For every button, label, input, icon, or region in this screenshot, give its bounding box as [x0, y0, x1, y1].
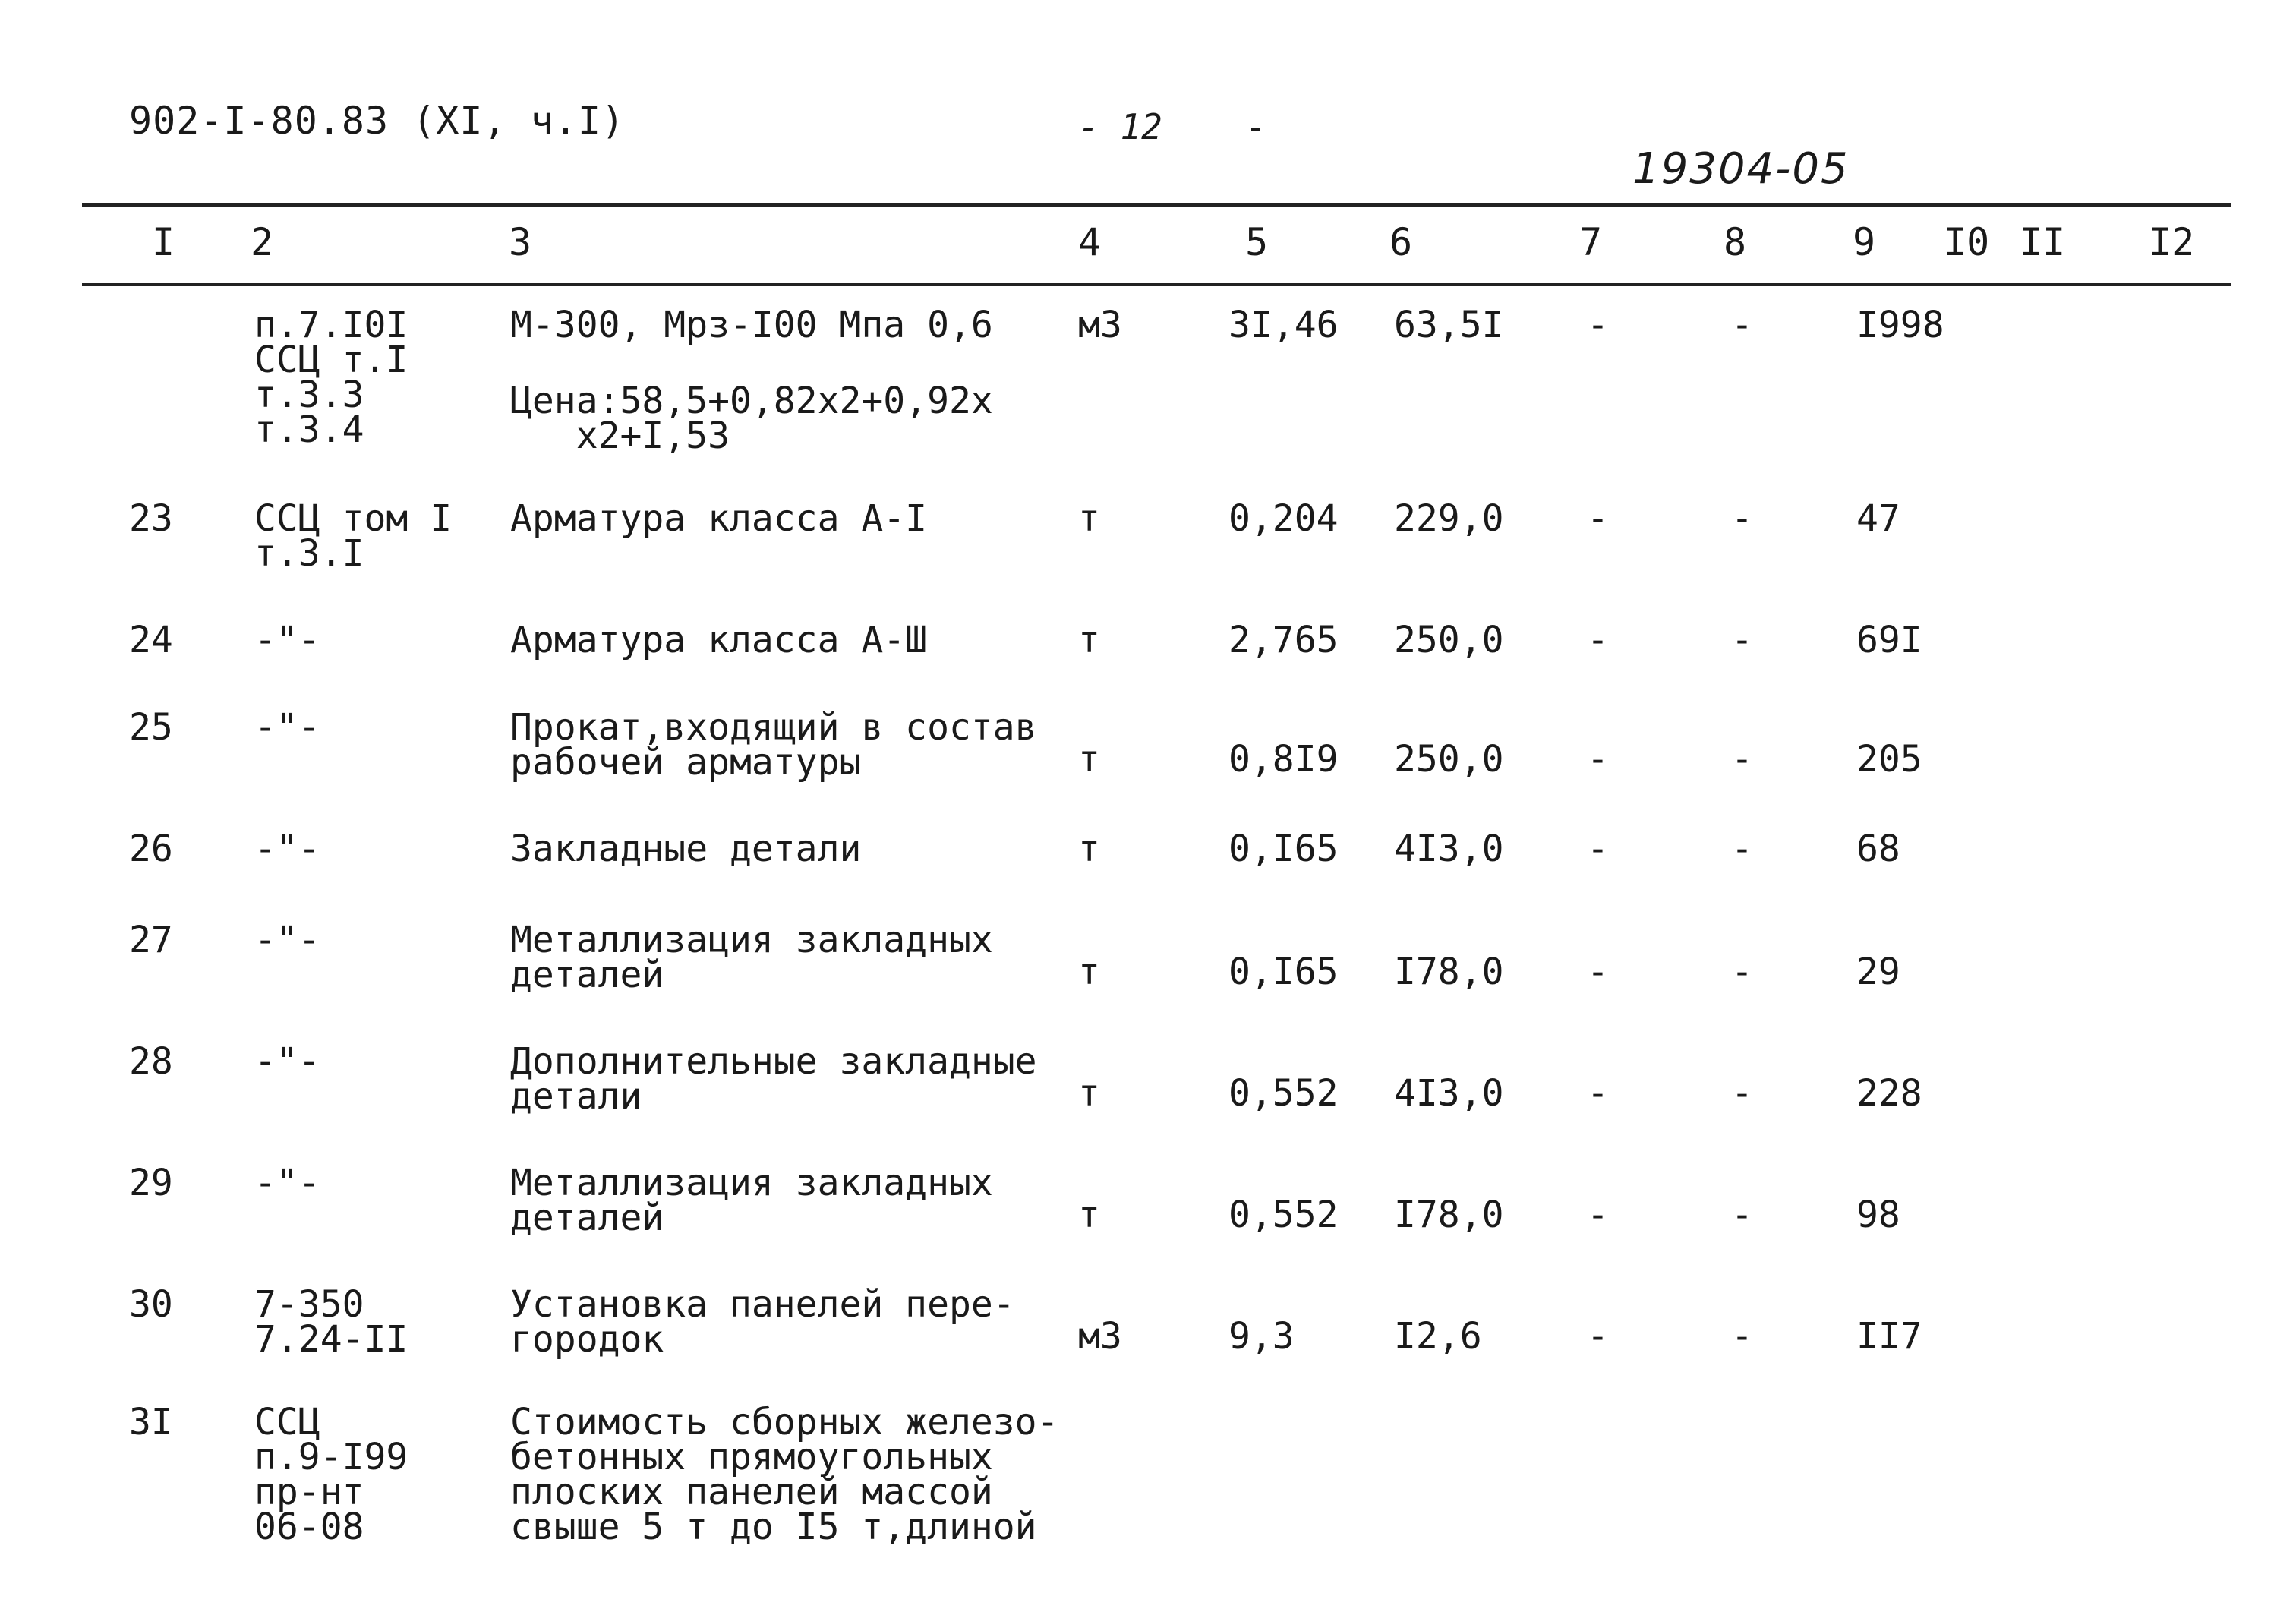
unit-price: 250,0	[1394, 738, 1504, 781]
total-cost: 228	[1856, 1072, 1922, 1115]
handwritten-doc-number: 19304-05	[1632, 144, 1850, 194]
work-description-line: Дополнительные закладные	[510, 1040, 1037, 1083]
total-cost: 69I	[1856, 619, 1922, 661]
total-cost: 29	[1856, 951, 1900, 993]
work-description-line: свыше 5 т до I5 т,длиной	[510, 1506, 1037, 1548]
unit-price: I2,6	[1394, 1315, 1482, 1358]
quantity: 0,8I9	[1228, 738, 1339, 781]
price-reference-line: ССЦ том I	[254, 497, 453, 540]
col8-value: -	[1731, 304, 1753, 346]
unit-price: I78,0	[1394, 1194, 1504, 1236]
col7-value: -	[1587, 1072, 1609, 1115]
price-reference-line: т.3.4	[254, 408, 364, 451]
col7-value: -	[1587, 619, 1609, 661]
col8-value: -	[1731, 1315, 1753, 1358]
table-header-rule	[82, 283, 2231, 286]
price-reference-line: -"-	[254, 619, 320, 661]
column-header-1: I	[152, 220, 175, 264]
column-header-5: 5	[1245, 220, 1269, 264]
page-number-dash: -	[1245, 106, 1266, 147]
price-reference-line: ССЦ т.I	[254, 339, 408, 381]
column-header-12: I2	[2149, 220, 2195, 264]
total-cost: 47	[1856, 497, 1900, 540]
col7-value: -	[1587, 828, 1609, 870]
row-number: 25	[129, 706, 173, 749]
quantity: 9,3	[1228, 1315, 1295, 1358]
work-description	[510, 828, 862, 870]
row-number: 29	[129, 1162, 173, 1204]
price-formula-line: х2+I,53	[510, 415, 730, 457]
table-top-rule	[82, 203, 2231, 207]
work-description-line: Установка панелей пере-	[510, 1283, 1015, 1326]
unit-price: I78,0	[1394, 951, 1504, 993]
price-reference	[254, 1401, 408, 1548]
total-cost: 98	[1856, 1194, 1900, 1236]
price-reference-line: т.3.I	[254, 532, 364, 575]
col8-value: -	[1731, 619, 1753, 661]
work-description	[510, 304, 993, 346]
unit-price: 4I3,0	[1394, 828, 1504, 870]
column-header-7: 7	[1579, 220, 1603, 264]
price-reference-line: п.9-I99	[254, 1436, 408, 1478]
column-header-9: 9	[1853, 220, 1876, 264]
unit-price: 4I3,0	[1394, 1072, 1504, 1115]
work-description-line: М-300, Мрз-I00 Мпа 0,6	[510, 304, 993, 346]
work-description-line: городок	[510, 1318, 664, 1361]
work-description	[510, 1040, 1037, 1118]
row-number: 24	[129, 619, 173, 661]
document-code: 902-I-80.83 (XI, ч.I)	[129, 99, 626, 143]
work-description-line: деталей	[510, 1197, 664, 1239]
unit: т	[1078, 738, 1100, 781]
price-formula-line: Цена:58,5+0,82х2+0,92х	[510, 380, 993, 422]
work-description	[510, 1401, 1059, 1548]
col8-value: -	[1731, 951, 1753, 993]
quantity: 0,I65	[1228, 951, 1339, 993]
quantity: 0,552	[1228, 1194, 1339, 1236]
work-description	[510, 497, 928, 540]
row-number: 3I	[129, 1401, 173, 1443]
work-description	[510, 919, 993, 996]
price-reference-line: -"-	[254, 1162, 320, 1204]
work-description-line: Металлизация закладных	[510, 919, 993, 961]
work-description	[510, 706, 1037, 784]
price-reference-line: -"-	[254, 706, 320, 749]
page-number: - 12	[1078, 106, 1162, 147]
price-reference-line: п.7.I0I	[254, 304, 408, 346]
work-description-line: Закладные детали	[510, 828, 862, 870]
unit: т	[1078, 951, 1100, 993]
price-reference-line: -"-	[254, 919, 320, 961]
price-reference-line: -"-	[254, 828, 320, 870]
column-header-8: 8	[1724, 220, 1747, 264]
total-cost: I998	[1856, 304, 1944, 346]
column-header-3: 3	[509, 220, 532, 264]
unit: т	[1078, 828, 1100, 870]
unit: т	[1078, 1072, 1100, 1115]
row-number: 23	[129, 497, 173, 540]
price-reference-line: т.3.3	[254, 374, 364, 416]
total-cost: II7	[1856, 1315, 1922, 1358]
price-reference-line: -"-	[254, 1040, 320, 1083]
price-reference	[254, 919, 320, 961]
price-reference-line: 7-350	[254, 1283, 364, 1326]
quantity: 0,204	[1228, 497, 1339, 540]
quantity: 2,765	[1228, 619, 1339, 661]
col8-value: -	[1731, 1072, 1753, 1115]
unit: т	[1078, 619, 1100, 661]
row-number: 28	[129, 1040, 173, 1083]
column-header-10: I0	[1944, 220, 1990, 264]
col8-value: -	[1731, 738, 1753, 781]
work-description-line: Арматура класса А-Ш	[510, 619, 928, 661]
price-reference	[254, 497, 453, 575]
unit-price: 250,0	[1394, 619, 1504, 661]
column-header-4: 4	[1078, 220, 1102, 264]
unit: т	[1078, 497, 1100, 540]
row-number: 26	[129, 828, 173, 870]
unit-price: 63,5I	[1394, 304, 1504, 346]
price-reference-line: пр-нт	[254, 1471, 364, 1513]
quantity: 0,I65	[1228, 828, 1339, 870]
col7-value: -	[1587, 951, 1609, 993]
price-reference	[254, 619, 320, 661]
price-reference	[254, 1162, 320, 1204]
unit-price: 229,0	[1394, 497, 1504, 540]
col7-value: -	[1587, 738, 1609, 781]
work-description-line: Прокат,входящий в состав	[510, 706, 1037, 749]
work-description	[510, 1283, 1015, 1361]
column-header-6: 6	[1389, 220, 1413, 264]
work-description-line: рабочей арматуры	[510, 741, 862, 784]
price-formula	[510, 380, 993, 457]
unit: м3	[1078, 1315, 1122, 1358]
quantity: 3I,46	[1228, 304, 1339, 346]
work-description-line: Металлизация закладных	[510, 1162, 993, 1204]
work-description-line: Стоимость сборных железо-	[510, 1401, 1059, 1443]
col7-value: -	[1587, 1194, 1609, 1236]
column-header-2: 2	[251, 220, 274, 264]
column-header-11: II	[2020, 220, 2066, 264]
quantity: 0,552	[1228, 1072, 1339, 1115]
col8-value: -	[1731, 1194, 1753, 1236]
price-reference	[254, 1040, 320, 1083]
price-reference	[254, 304, 408, 451]
total-cost: 68	[1856, 828, 1900, 870]
col7-value: -	[1587, 304, 1609, 346]
price-reference-line: 7.24-II	[254, 1318, 408, 1361]
row-number: 30	[129, 1283, 173, 1326]
unit: м3	[1078, 304, 1122, 346]
col7-value: -	[1587, 497, 1609, 540]
work-description	[510, 1162, 993, 1239]
price-reference	[254, 828, 320, 870]
total-cost: 205	[1856, 738, 1922, 781]
price-reference-line: 06-08	[254, 1506, 364, 1548]
col8-value: -	[1731, 497, 1753, 540]
work-description	[510, 619, 928, 661]
work-description-line: деталей	[510, 954, 664, 996]
work-description-line: детали	[510, 1075, 642, 1118]
price-reference	[254, 1283, 408, 1361]
work-description-line: плоских панелей массой	[510, 1471, 993, 1513]
col8-value: -	[1731, 828, 1753, 870]
work-description-line: бетонных прямоугольных	[510, 1436, 993, 1478]
row-number: 27	[129, 919, 173, 961]
unit: т	[1078, 1194, 1100, 1236]
col7-value: -	[1587, 1315, 1609, 1358]
work-description-line: Арматура класса А-I	[510, 497, 928, 540]
price-reference	[254, 706, 320, 749]
price-reference-line: ССЦ	[254, 1401, 320, 1443]
